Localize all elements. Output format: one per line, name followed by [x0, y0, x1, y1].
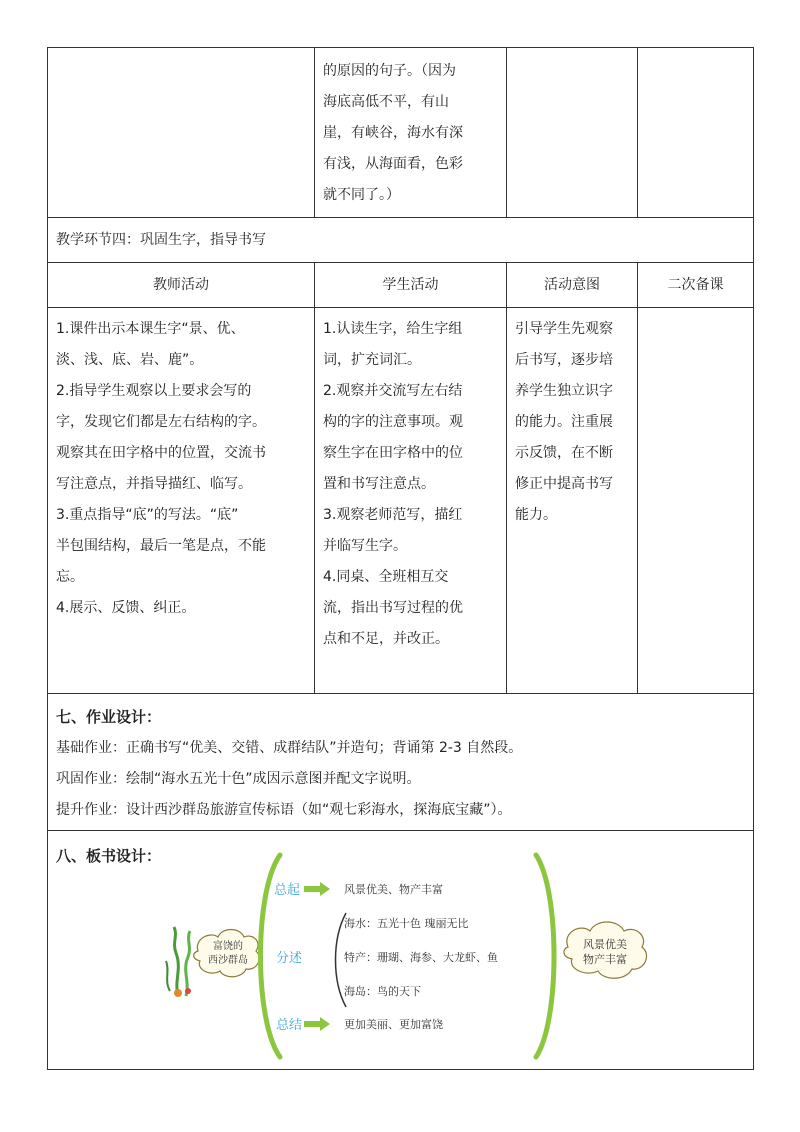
part2-label: 分述 [276, 951, 303, 966]
right-summary-line1: 风景优美 [583, 938, 627, 951]
header-second-prep: 二次备课 [638, 263, 754, 308]
student-activity-line: 1.认读生字，给生字组 [323, 321, 463, 337]
continued-student-line: 海底高低不平，有山 [323, 94, 449, 110]
part2-item-1: 海水：五光十色 瑰丽无比 [344, 917, 469, 930]
lesson-table [47, 47, 754, 1070]
continued-student-line: 崖，有峡谷，海水有深 [323, 125, 463, 141]
activity-intent-line: 的能力。注重展 [515, 414, 613, 430]
continued-student-line: 的原因的句子。（因为 [323, 63, 456, 79]
part2-item-3: 海岛：鸟的天下 [344, 985, 421, 998]
homework-title: 七、作业设计： [56, 708, 162, 726]
activity-intent-line: 养学生独立识字 [515, 383, 613, 399]
student-activity-line: 3.观察老师范写，描红 [323, 507, 463, 523]
center-title-line2: 西沙群岛 [208, 955, 248, 966]
header-teacher-activity: 教师活动 [48, 263, 315, 308]
student-activity-line: 构的字的注意事项。观 [323, 414, 463, 430]
homework-cell [48, 694, 754, 831]
part3-label: 总结 [276, 1018, 303, 1033]
part2-item-2: 特产：珊瑚、海参、大龙虾、鱼 [344, 951, 498, 964]
board-title: 八、板书设计： [56, 847, 162, 865]
student-activity-line: 察生字在田字格中的位 [323, 445, 463, 461]
header-student-activity: 学生活动 [315, 263, 507, 308]
continued-student-line: 有浅，从海面看，色彩 [323, 156, 463, 172]
continued-student-cell [315, 48, 507, 218]
teacher-activity-line: 1.课件出示本课生字“景、优、 [56, 321, 245, 337]
activity-intent-line: 能力。 [515, 507, 557, 523]
board-cell [48, 831, 754, 1070]
right-brace [536, 855, 554, 1057]
header-activity-intent: 活动意图 [507, 263, 638, 308]
teacher-activity-line: 4.展示、反馈、纠正。 [56, 600, 196, 616]
student-activity-line: 置和书写注意点。 [323, 476, 435, 492]
continued-teacher-cell [48, 48, 315, 218]
board-row [48, 831, 754, 1070]
activity-intent-line: 修正中提高书写 [515, 476, 613, 492]
continued-student-line: 就不同了。） [323, 187, 400, 203]
continued-row [48, 48, 754, 218]
part3-text: 更加美丽、更加富饶 [344, 1018, 443, 1031]
teacher-activity-line: 淡、浅、底、岩、鹿”。 [56, 352, 204, 368]
homework-consolidate: 巩固作业：绘制“海水五光十色”成因示意图并配文字说明。 [56, 771, 421, 787]
part1-label: 总起 [274, 883, 301, 898]
teacher-activity-line: 2.指导学生观察以上要求会写的 [56, 383, 252, 399]
student-activity-line: 流，指出书写过程的优 [323, 600, 463, 616]
phase-row [48, 218, 754, 263]
student-activity-cell [315, 308, 507, 694]
right-summary-line2: 物产丰富 [583, 953, 627, 966]
second-prep-cell [638, 308, 754, 694]
board-design [48, 831, 753, 1069]
teacher-activity-line: 字，发现它们都是左右结构的字。 [56, 414, 266, 430]
student-activity-line: 并临写生字。 [323, 538, 407, 554]
student-activity-line: 词，扩充词汇。 [323, 352, 421, 368]
teacher-activity-line: 观察其在田字格中的位置，交流书 [56, 445, 266, 461]
homework-row [48, 694, 754, 831]
arrow-icon-3 [304, 1017, 330, 1031]
board-diagram [48, 831, 752, 1069]
activity-intent-cell [507, 308, 638, 694]
student-activity-line: 点和不足，并改正。 [323, 631, 449, 647]
student-activity-line: 4.同桌、全班相互交 [323, 569, 449, 585]
homework-advanced: 提升作业：设计西沙群岛旅游宣传标语（如“观七彩海水，探海底宝藏”）。 [56, 802, 512, 818]
homework-basic: 基础作业：正确书写“优美、交错、成群结队”并造句；背诵第 2-3 自然段。 [56, 740, 523, 756]
teacher-activity-line: 3.重点指导“底”的写法。“底” [56, 507, 239, 523]
seaweed-illustration [166, 927, 191, 997]
phase-label: 教学环节四：巩固生字，指导书写 [48, 218, 754, 263]
continued-second-cell [638, 48, 754, 218]
center-title-line1: 富饶的 [213, 941, 243, 952]
arrow-icon-1 [304, 882, 330, 896]
teacher-activity-line: 写注意点，并指导描红、临写。 [56, 476, 252, 492]
activity-intent-line: 后书写，逐步培 [515, 352, 613, 368]
activity-row [48, 308, 754, 694]
student-activity-line: 2.观察并交流写左右结 [323, 383, 463, 399]
header-row [48, 263, 754, 308]
activity-intent-line: 示反馈，在不断 [515, 445, 613, 461]
teacher-activity-line: 忘。 [56, 569, 84, 585]
teacher-activity-cell [48, 308, 315, 694]
continued-intent-cell [507, 48, 638, 218]
activity-intent-line: 引导学生先观察 [515, 321, 613, 337]
center-cloud [194, 930, 260, 977]
part1-text: 风景优美、物产丰富 [344, 883, 443, 896]
teacher-activity-line: 半包围结构，最后一笔是点，不能 [56, 538, 266, 554]
